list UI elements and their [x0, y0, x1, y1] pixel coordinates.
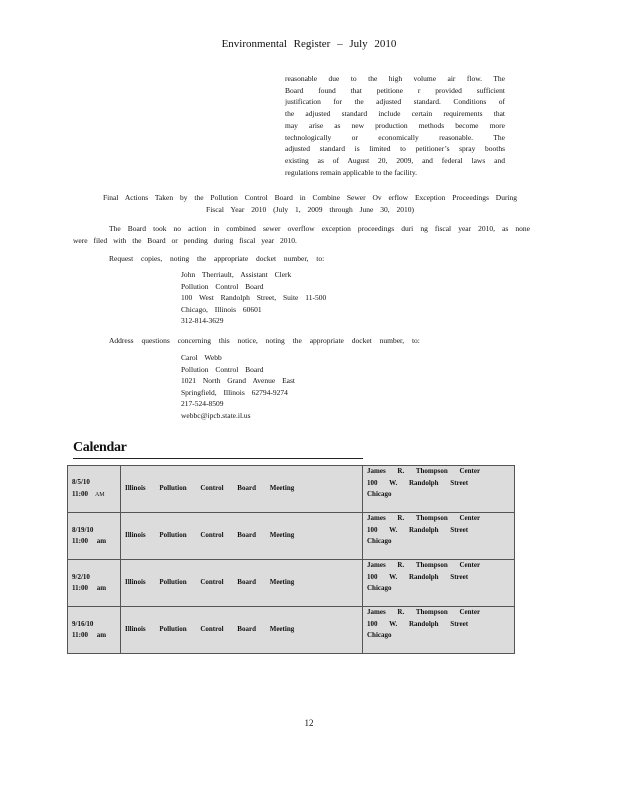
- calendar-location: [363, 560, 515, 607]
- continued-line: may arise as new production methods become more: [285, 120, 505, 130]
- calendar-time: [72, 583, 116, 595]
- continued-line: regulations remain applicable to the facility.: [285, 167, 417, 177]
- contact-org: Pollution Control Board: [181, 364, 264, 374]
- time-value: 11:00: [72, 489, 88, 498]
- contact-email[interactable]: webbc@ipcb.state.il.us: [181, 410, 251, 420]
- calendar-date-cell: [68, 560, 121, 607]
- calendar-date-cell: [68, 513, 121, 560]
- contact-block-webb: [181, 352, 295, 421]
- calendar-event: Illinois Pollution Control Board Meeting: [121, 513, 363, 560]
- calendar-rule: [73, 458, 363, 459]
- time-ampm: am: [96, 537, 107, 545]
- calendar-location: [363, 607, 515, 654]
- location-line: Chicago: [367, 631, 392, 639]
- location-line: 100 W. Randolph Street: [367, 478, 469, 487]
- calendar-event: Illinois Pollution Control Board Meeting: [121, 466, 363, 513]
- calendar-location: [363, 466, 515, 513]
- calendar-time: [72, 630, 116, 642]
- calendar-row: [68, 513, 515, 560]
- contact-street: 100 West Randolph Street, Suite 11-500: [181, 293, 327, 302]
- location-line: James R. Thompson Center: [367, 561, 481, 569]
- contact-name: Carol Webb: [181, 353, 222, 362]
- time-value: 11:00: [72, 537, 88, 545]
- page-number: 12: [304, 718, 314, 728]
- contact-phone: 217-524-8509: [181, 399, 224, 408]
- contact-street: 1021 North Grand Avenue East: [181, 376, 296, 385]
- calendar-row: [68, 466, 515, 513]
- location-line: 100 W. Randolph Street: [367, 525, 469, 534]
- calendar-row: [68, 607, 515, 654]
- time-ampm: am: [96, 584, 107, 592]
- final-actions-heading-line1: Final Actions Taken by the Pollution Control Board in Combine Sewer Ov erflow Exception Proceedings During: [102, 193, 518, 202]
- calendar-event: Illinois Pollution Control Board Meeting: [121, 560, 363, 607]
- time-ampm: AM: [94, 491, 105, 498]
- time-ampm: am: [96, 631, 107, 639]
- calendar-time: [72, 489, 116, 502]
- location-line: Chicago: [367, 584, 392, 592]
- continued-line: existing as of August 20, 2009, and federal laws and: [285, 155, 505, 165]
- time-value: 11:00: [72, 584, 88, 592]
- location-line: 100 W. Randolph Street: [367, 572, 469, 581]
- location-line: James R. Thompson Center: [367, 608, 481, 616]
- continued-line: the adjusted standard include certain requirements that: [285, 109, 505, 119]
- calendar-location: [363, 513, 515, 560]
- request-copies-line: Request copies, noting the appropriate docket number, to:: [109, 254, 325, 263]
- continued-line: adjusted standard is limited to petitioner’s spray booths: [285, 144, 505, 154]
- board-paragraph: The Board took no action in combined sewer overflow exception proceedings duri ng fiscal year 2010, as none were filed with the Board or pending during fiscal year 2010.: [73, 224, 530, 245]
- final-actions-heading: [70, 192, 550, 215]
- page-header: Environmental Register – July 2010: [221, 38, 397, 50]
- contact-name: John Therriault, Assistant Clerk: [181, 270, 292, 279]
- continued-line: reasonable due to the high volume air flow. The: [285, 74, 505, 83]
- final-actions-heading-line2: Fiscal Year 2010 (July 1, 2009 through June 30, 2010): [206, 204, 414, 214]
- calendar-table: [67, 465, 515, 654]
- calendar-time: [72, 536, 116, 548]
- calendar-date: 9/2/10: [72, 572, 90, 581]
- contact-phone: 312-814-3629: [181, 316, 224, 325]
- contact-block-clerk: [181, 269, 326, 327]
- calendar-date: 9/16/10: [72, 619, 94, 628]
- calendar-date-cell: [68, 607, 121, 654]
- calendar-date: 8/19/10: [72, 525, 94, 534]
- location-line: James R. Thompson Center: [367, 467, 481, 475]
- time-value: 11:00: [72, 631, 88, 639]
- calendar-date: 8/5/10: [72, 478, 90, 486]
- continued-paragraph: [285, 73, 505, 178]
- address-questions-line: Address questions concerning this notice, noting the appropriate docket number, to:: [109, 336, 420, 345]
- continued-line: Board found that petitione r provided sufficient: [285, 85, 505, 95]
- contact-city: Chicago, Illinois 60601: [181, 304, 262, 314]
- location-line: Chicago: [367, 490, 392, 498]
- location-line: James R. Thompson Center: [367, 514, 481, 522]
- calendar-event: Illinois Pollution Control Board Meeting: [121, 607, 363, 654]
- location-line: Chicago: [367, 537, 392, 545]
- contact-org: Pollution Control Board: [181, 281, 264, 291]
- continued-line: justification for the adjusted standard. Conditions of: [285, 97, 505, 107]
- continued-line: technologically or economically reasonable. The: [285, 132, 505, 142]
- location-line: 100 W. Randolph Street: [367, 619, 469, 628]
- calendar-date-cell: [68, 466, 121, 513]
- contact-city: Springfield, Illinois 62794-9274: [181, 387, 288, 397]
- calendar-title: Calendar: [73, 440, 127, 455]
- calendar-row: [68, 560, 515, 607]
